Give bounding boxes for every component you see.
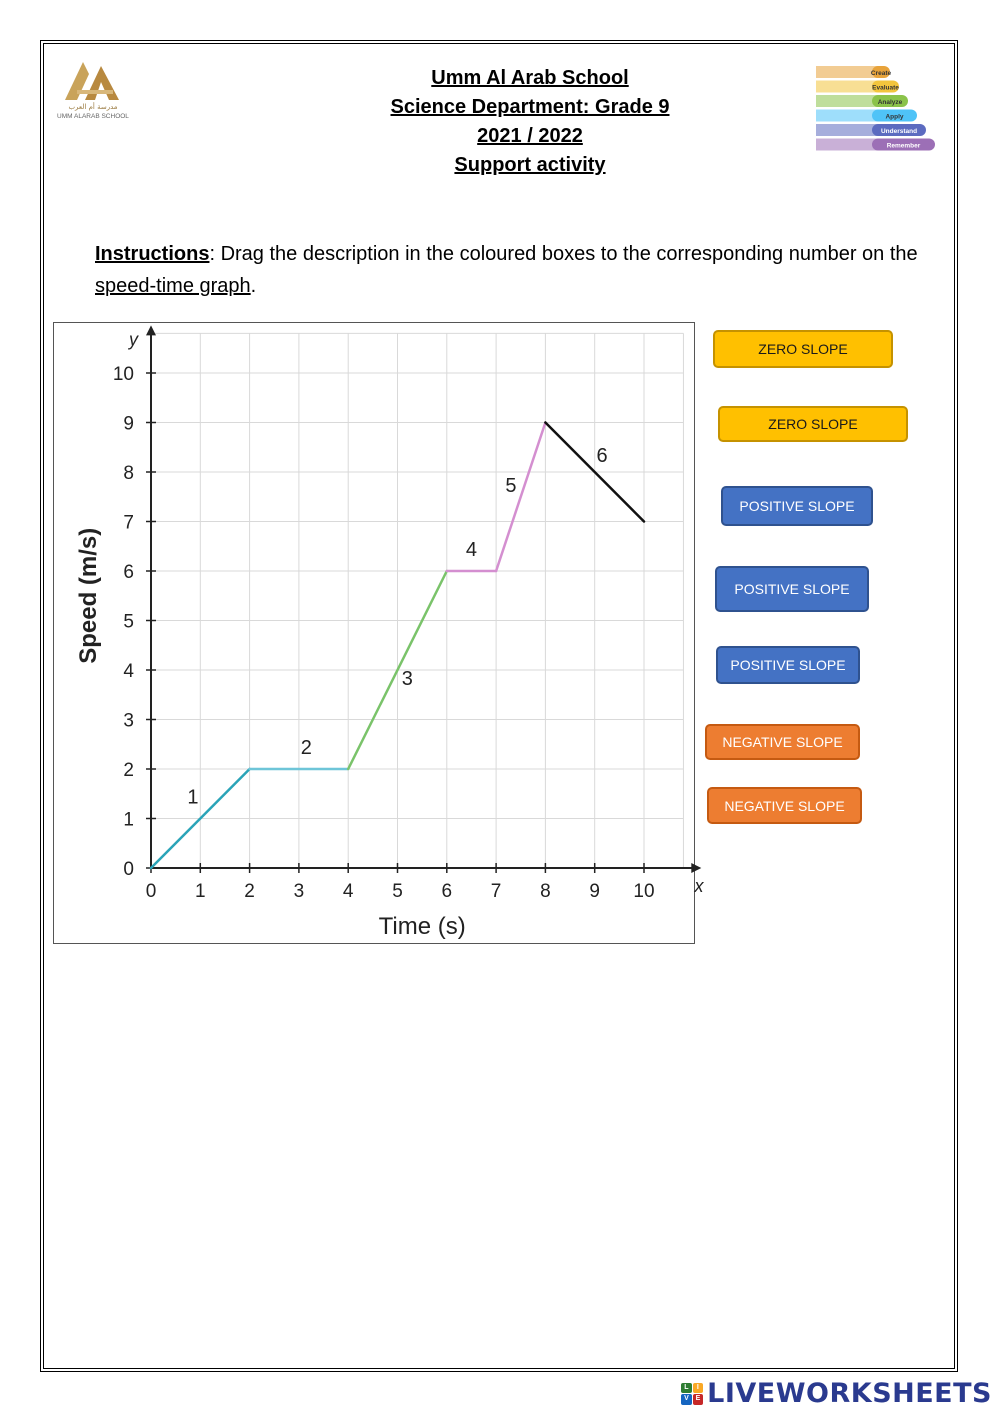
x-axis-title: Time (s) <box>378 913 466 940</box>
speed-time-graph <box>53 322 704 944</box>
y-tick-label: 3 <box>123 710 134 732</box>
y-tick-label: 10 <box>112 364 134 385</box>
chip-negative-slope-1[interactable]: NEGATIVE SLOPE <box>705 724 860 760</box>
x-tick-label: 6 <box>441 881 453 902</box>
x-tick-label: 2 <box>244 881 255 902</box>
bloom-level-3: Apply <box>885 113 904 121</box>
logo-caption: UMM ALARAB SCHOOL <box>57 113 129 120</box>
chip-positive-slope-2[interactable]: POSITIVE SLOPE <box>715 566 869 612</box>
x-tick-label: 7 <box>490 881 502 902</box>
y-tick-label: 2 <box>123 760 134 781</box>
bloom-level-1: Evaluate <box>872 84 899 92</box>
brand-name: LIVEWORKSHEETS <box>707 1378 992 1409</box>
y-tick-label: 4 <box>123 661 134 682</box>
y-tick-label: 6 <box>123 562 134 583</box>
y-axis-arrow <box>146 325 156 335</box>
school-name: Umm Al Arab School <box>431 67 629 89</box>
x-tick-label: 9 <box>589 881 600 902</box>
chart-svg <box>54 323 704 943</box>
x-tick-label: 8 <box>540 881 551 902</box>
x-tick-label: 4 <box>342 881 354 902</box>
bloom-level-2: Analyze <box>877 99 903 106</box>
y-tick-label: 9 <box>123 413 134 435</box>
segment-label-3: 3 <box>401 667 413 690</box>
bloom-level-0: Create <box>870 70 892 77</box>
chip-positive-slope-3[interactable]: POSITIVE SLOPE <box>716 646 860 684</box>
segment-label-2: 2 <box>300 737 312 760</box>
bloom-level-4: Understand <box>880 128 918 135</box>
chip-positive-slope-1[interactable]: POSITIVE SLOPE <box>721 486 873 526</box>
instructions-label: Instructions <box>95 243 210 265</box>
y-tick-label: 5 <box>123 611 134 633</box>
school-year: 2021 / 2022 <box>477 125 583 147</box>
instructions-text: : Drag the description in the coloured boxes to the corresponding number on the <box>209 243 918 265</box>
segment-label-6: 6 <box>596 445 608 468</box>
blooms-taxonomy-graphic <box>812 62 942 157</box>
x-tick-label: 1 <box>195 881 206 902</box>
segment-label-1: 1 <box>187 786 199 809</box>
x-tick-label: 3 <box>293 881 305 902</box>
bloom-level-5: Remember <box>886 142 921 150</box>
chip-negative-slope-2[interactable]: NEGATIVE SLOPE <box>707 787 862 824</box>
y-axis-letter: y <box>129 329 138 350</box>
document-header <box>300 64 760 180</box>
department: Science Department: Grade 9 <box>390 96 670 118</box>
school-logo <box>57 52 129 122</box>
x-axis-letter: x <box>694 876 704 896</box>
chip-zero-slope-2[interactable]: ZERO SLOPE <box>718 406 908 442</box>
y-tick-label: 0 <box>123 859 134 880</box>
segment-label-4: 4 <box>465 539 478 562</box>
instructions <box>95 238 950 302</box>
x-tick-label: 5 <box>392 881 403 902</box>
y-tick-label: 7 <box>123 512 134 534</box>
instructions-link: speed-time graph <box>95 275 251 297</box>
y-tick-label: 1 <box>123 809 134 831</box>
instructions-end: . <box>250 275 257 297</box>
liveworksheets-icon: L I V E <box>681 1383 703 1405</box>
x-tick-label: 0 <box>145 881 157 902</box>
y-axis-title: Speed (m/s) <box>75 527 102 664</box>
x-tick-label: 10 <box>633 881 655 902</box>
logo-arabic: مدرسة أم العرب <box>68 103 118 111</box>
segment-label-5: 5 <box>505 474 517 497</box>
activity-title: Support activity <box>454 154 606 176</box>
chip-zero-slope-1[interactable]: ZERO SLOPE <box>713 330 893 368</box>
liveworksheets-brand <box>681 1378 992 1409</box>
y-tick-label: 8 <box>123 463 134 484</box>
segment-5 <box>496 423 545 572</box>
